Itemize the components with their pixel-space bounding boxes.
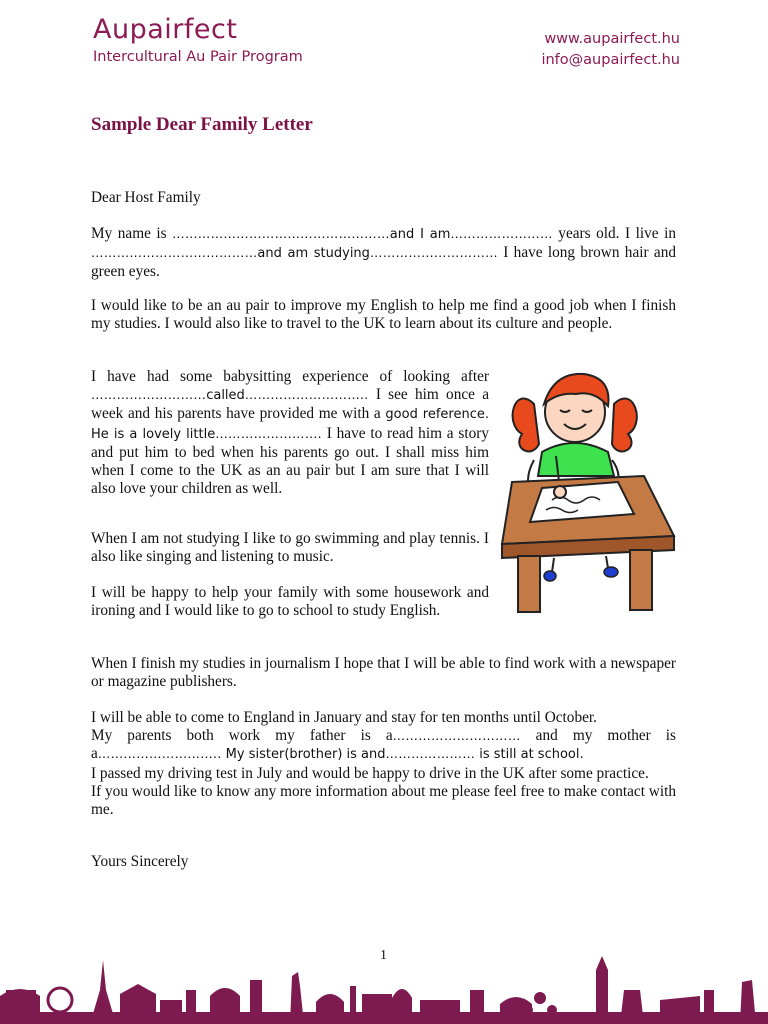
city-skyline-footer	[0, 950, 768, 1024]
logo-wordmark: Aupairfect	[93, 14, 238, 45]
logo-subtitle: Intercultural Au Pair Program	[93, 49, 303, 65]
contact-block	[541, 29, 680, 71]
paragraph-hobbies: When I am not studying I like to go swimming and play tennis. I also like singing and listening to music.	[91, 530, 489, 566]
closing: Yours Sincerely	[91, 853, 189, 870]
page-number: 1	[380, 948, 387, 963]
paragraph-motivation: I would like to be an au pair to improve my English to help me find a good job when I finish my studies. I would also like to travel to the UK to learn about its culture and people.	[91, 297, 676, 333]
website-link[interactable]: www.aupairfect.hu	[544, 31, 680, 47]
girl-at-desk-illustration	[494, 364, 680, 616]
greeting: Dear Host Family	[91, 189, 201, 206]
paragraph-babysitting: I have had some babysitting experience of looking after ………………………called……………………….. I see him once a week and his parents have provided me with a good reference. He is a lovely little……………………. I have to read him a story and put him to bed when his parents go out. I shall miss him when I come to the UK as an au pair but I am sure that I will also love your children as well.	[91, 368, 490, 498]
paragraph-intro: My name is ……………………………………………and I am…………………… years old. I live in …………………………………and am studying………………………… I have long brown hair and green eyes.	[91, 225, 676, 281]
brand-logo	[93, 13, 303, 66]
email-link[interactable]: info@aupairfect.hu	[541, 52, 680, 68]
paragraph-housework: I will be happy to help your family with some housework and ironing and I would like to go to school to study English.	[91, 584, 489, 620]
page-title: Sample Dear Family Letter	[91, 114, 313, 135]
paragraph-studies: When I finish my studies in journalism I hope that I will be able to find work with a newspaper or magazine publishers.	[91, 655, 676, 691]
paragraph-arrival: I will be able to come to England in January and stay for ten months until October. My parents both work my father is a………………………… and my mother is a……………………….. My sister(brother) is and………………… is still at school. I passed my driving test in July and would be happy to drive in the UK after some practice. If you would like to know any more information about me please feel free to make contact with me.	[91, 709, 676, 819]
